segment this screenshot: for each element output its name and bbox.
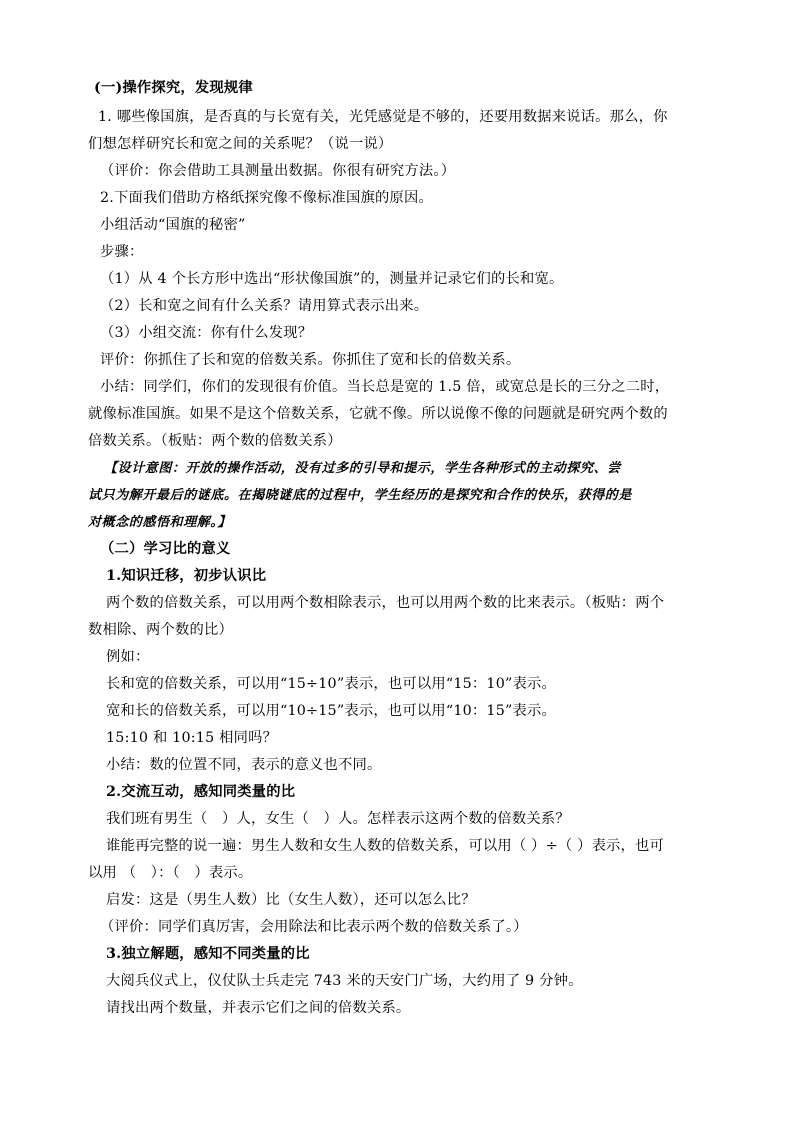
paragraph-line: 步骤： [100, 244, 144, 260]
paragraph-line: 我们班有男生（ ）人，女生（ ）人。怎样表示这两个数的倍数关系？ [106, 811, 570, 827]
paragraph-line: 大阅兵仪式上，仪仗队士兵走完 743 米的天安门广场，大约用了 9 分钟。 [106, 973, 583, 989]
paragraph-line: 小结：数的位置不同，表示的意义也不同。 [106, 757, 382, 773]
design-intent-line: 对概念的感悟和理解。】 [88, 515, 232, 530]
paragraph-line: 倍数关系。（板贴：两个数的倍数关系） [88, 433, 342, 449]
paragraph-line: 数相除、两个数的比） [88, 622, 233, 638]
section-heading-1: (一)操作探究，发现规律 [94, 80, 253, 96]
paragraph-line: 小结：同学们，你们的发现很有价值。当长总是宽的 1.5 倍，或宽总是长的三分之二时， [100, 379, 670, 395]
paragraph-line: （评价：同学们真厉害，会用除法和比表示两个数的倍数关系了。） [100, 919, 528, 935]
step-line: （2）长和宽之间有什么关系？请用算式表示出来。 [100, 298, 429, 314]
paragraph-line: （评价：你会借助工具测量出数据。你很有研究方法。） [100, 163, 456, 179]
paragraph-line: 例如： [106, 649, 150, 665]
subsection-heading: 3.独立解题，感知不同类量的比 [106, 946, 310, 962]
paragraph-line: 就像标准国旗。如果不是这个倍数关系，它就不像。所以说像不像的问题就是研究两个数的 [88, 406, 668, 422]
step-line: （1）从 4 个长方形中选出“形状像国旗”的，测量并记录它们的长和宽。 [100, 271, 564, 287]
paragraph-line: 长和宽的倍数关系，可以用“15÷10”表示，也可以用“15：10”表示。 [106, 676, 557, 692]
section-heading-2: （二）学习比的意义 [100, 541, 231, 557]
paragraph-line: 1. 哪些像国旗，是否真的与长宽有关，光凭感觉是不够的，还要用数据来说话。那么，你 [98, 109, 668, 125]
paragraph-line: 们想怎样研究长和宽之间的关系呢？（说一说） [88, 136, 393, 152]
paragraph-line: 小组活动“国旗的秘密” [100, 217, 246, 233]
paragraph-line: 启发：这是（男生人数）比（女生人数），还可以怎么比？ [106, 892, 476, 908]
design-intent-line: 试只为解开最后的谜底。在揭晓谜底的过程中，学生经历的是探究和合作的快乐，获得的是 [88, 488, 633, 503]
paragraph-line: 两个数的倍数关系，可以用两个数相除表示，也可以用两个数的比来表示。（板贴：两个 [106, 595, 665, 611]
paragraph-line: 2.下面我们借助方格纸探究像不像标准国旗的原因。 [100, 190, 433, 206]
subsection-heading: 2.交流互动，感知同类量的比 [106, 784, 296, 800]
subsection-heading: 1.知识迁移，初步认识比 [106, 568, 267, 584]
paragraph-line: 谁能再完整的说一遍：男生人数和女生人数的倍数关系，可以用（ ）÷（ ）表示，也可 [106, 838, 665, 854]
paragraph-line: 以用 （ ）：（ ）表示。 [88, 865, 253, 881]
step-line: （3）小组交流：你有什么发现？ [100, 325, 313, 341]
design-intent-line: 【设计意图：开放的操作活动，没有过多的引导和提示，学生各种形式的主动探究、尝 [104, 461, 621, 476]
paragraph-line: 评价：你抓住了长和宽的倍数关系。你抓住了宽和长的倍数关系。 [100, 352, 521, 368]
paragraph-line: 请找出两个数量，并表示它们之间的倍数关系。 [106, 1000, 411, 1016]
paragraph-line: 宽和长的倍数关系，可以用“10÷15”表示，也可以用“10：15”表示。 [106, 703, 557, 719]
paragraph-line: 15:10 和 10:15 相同吗？ [106, 730, 278, 746]
